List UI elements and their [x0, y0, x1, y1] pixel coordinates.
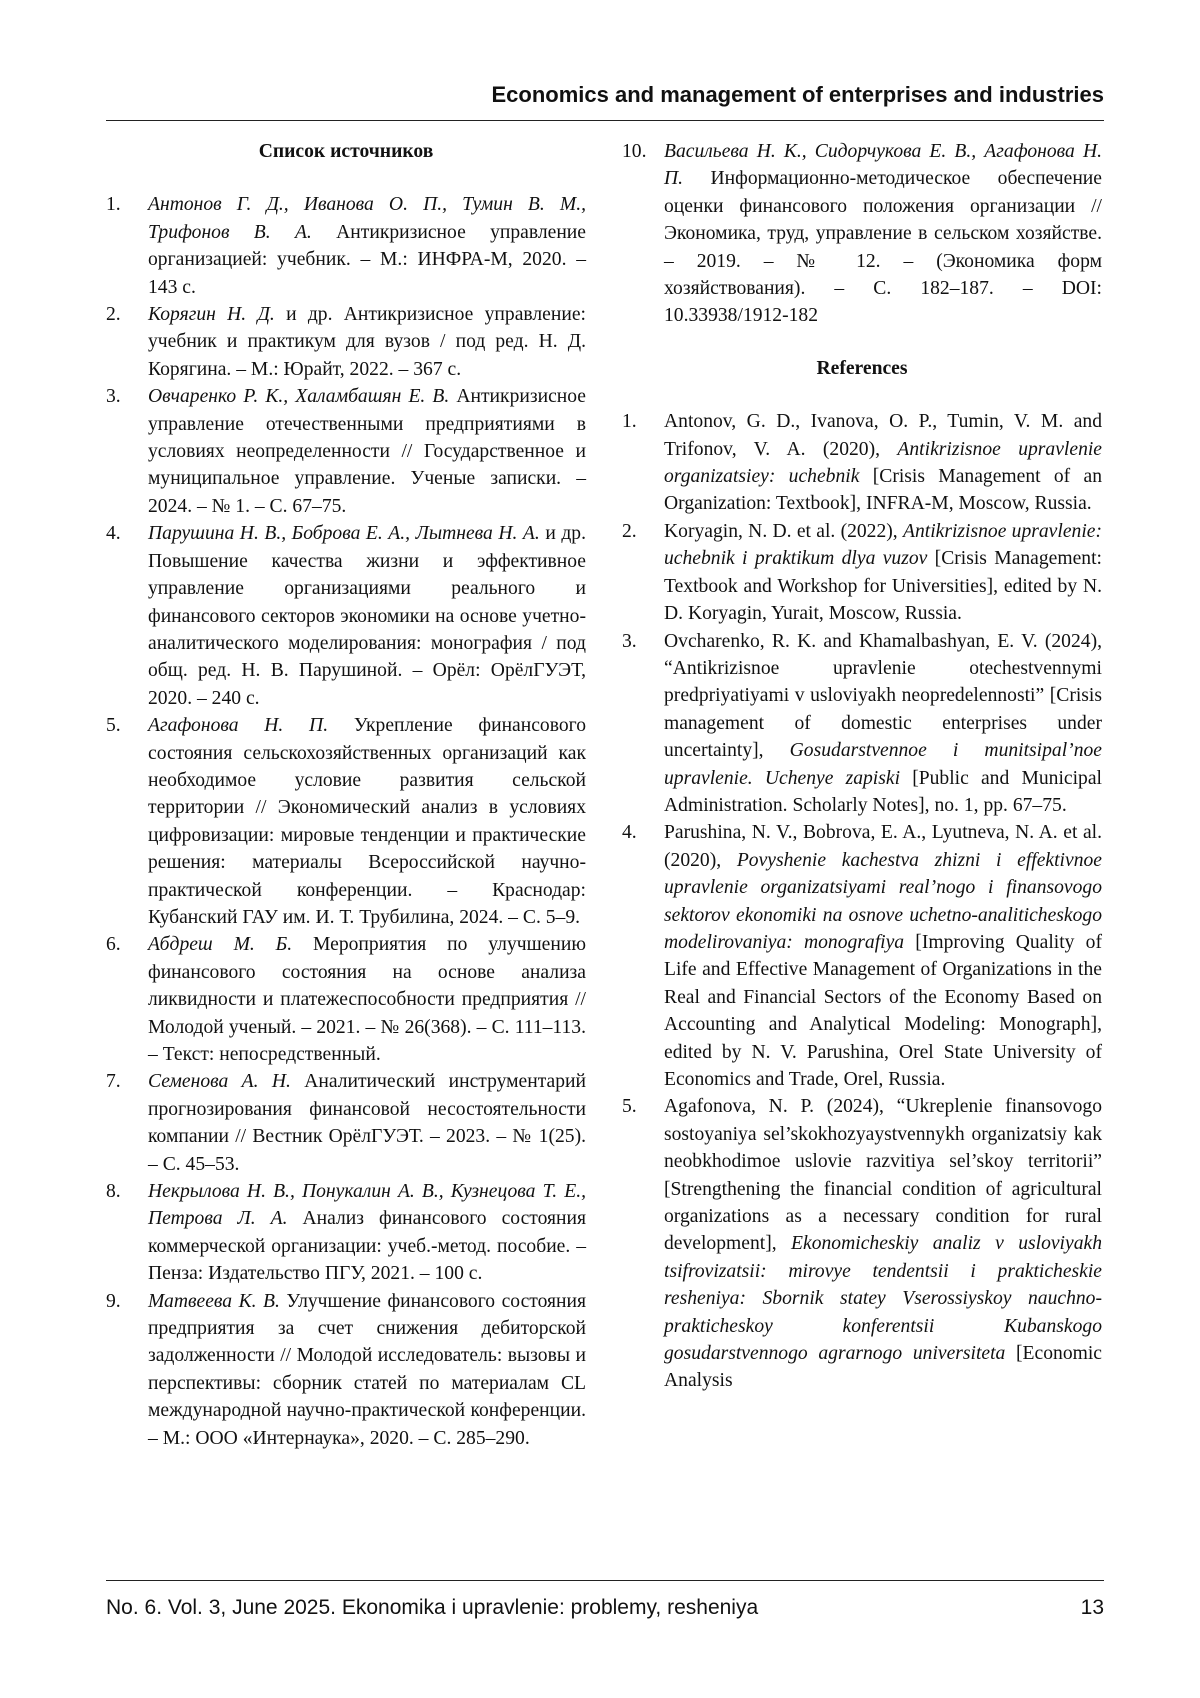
source-authors: Агафонова Н. П.: [148, 715, 329, 737]
reference-number: 3.: [622, 630, 637, 652]
source-number: 2.: [106, 304, 121, 326]
source-item: [106, 1068, 586, 1178]
reference-title: Antikrizisnoe upravlenie: uchebnik i praktikum dlya vuzov: [664, 520, 1102, 570]
source-item: [106, 712, 586, 931]
footer-journal-info: No. 6. Vol. 3, June 2025. Ekonomika i upravlenie: problemy, resheniya: [106, 1596, 759, 1619]
reference-text: Agafonova, N. P. (2024), “Ukreplenie finansovogo sostoyaniya sel’skokhozyaystvennykh organizatsiy kak neobkhodimoe uslovie razvitiya sel’skoy territorii” [Strengthening the financial condition of agricultural organizations as a necessary condition for rural development],: [664, 1096, 1102, 1255]
source-text: Аналитический инструментарий прогнозирования финансовой несостоятельности компании // Вестник ОрёлГУЭТ. – 2023. – № 1(25). – С. 45–53.: [148, 1071, 586, 1175]
reference-item: [622, 819, 1102, 1093]
source-number: 9.: [106, 1290, 121, 1312]
reference-text: Koryagin, N. D. et al. (2022),: [664, 520, 903, 542]
source-text: Антикризисное управление организацией: учебник. – М.: ИНФРА-М, 2020. – 143 с.: [148, 221, 586, 298]
reference-text: [Crisis Management of an Organization: Textbook], INFRA-M, Moscow, Russia.: [664, 466, 1102, 515]
sources-heading: Список источников: [258, 141, 434, 162]
right-column: [622, 138, 1102, 1395]
running-header-title: Economics and management of enterprises and industries: [491, 82, 1104, 107]
source-authors: Овчаренко Р. К., Халамбашян Е. В.: [148, 386, 450, 408]
reference-text: Ovcharenko, R. K. and Khamalbashyan, E. V. (2024), “Antikrizisnoe upravlenie otechestvennymi predpriyatiyami v usloviyakh neopredelennosti” [Crisis management of domestic enterprises under uncertainty],: [664, 630, 1102, 762]
reference-text: [Crisis Management: Textbook and Workshop for Universities], edited by N. D. Koryagin, Yurait, Moscow, Russia.: [664, 548, 1102, 625]
reference-item: [622, 518, 1102, 628]
source-item: [106, 383, 586, 520]
source-number: 6.: [106, 934, 121, 956]
source-item: [622, 138, 1102, 330]
source-text: Улучшение финансового состояния предприятия за счет снижения дебиторской задолженности // Молодой исследователь: вызовы и перспективы: сборник статей по материалам CL международной научно-практической конференции. – М.: ООО «Интернаука», 2020. – С. 285–290.: [148, 1290, 586, 1449]
source-number: 7.: [106, 1071, 121, 1093]
reference-number: 1.: [622, 411, 637, 433]
reference-item: [622, 628, 1102, 820]
source-authors: Семенова А. Н.: [148, 1071, 291, 1093]
reference-title: Povyshenie kachestva zhizni i effektivnoe upravlenie organizatsiyami real’nogo i finansovogo sektorov ekonomiki na osnove uchetno-analiticheskogo modelirovaniya: monografiya: [664, 849, 1102, 953]
source-text: Информационно-методическое обеспечение оценки финансового положения организации // Экономика, труд, управление в сельском хозяйстве. – 2019. – № 12. – (Экономика форм хозяйствования). – С. 182–187. – DOI: 10.33938/1912-182: [664, 168, 1102, 327]
reference-title: Ekonomicheskiy analiz v usloviyakh tsifrovizatsii: mirovye tendentsii i prakticheskie resheniya: Sbornik statey Vserossiyskoy nauchno-prakticheskoy konferentsii Kubanskogo gosudarstvennogo agrarnogo universiteta: [664, 1233, 1102, 1365]
source-authors: Парушина Н. В., Боброва Е. А., Лытнева Н. А.: [148, 523, 540, 545]
source-text: и др. Повышение качества жизни и эффективное управление организациями реального и финансового секторов экономики на основе учетно-аналитического моделирования: монография / под общ. ред. Н. В. Парушиной. – Орёл: ОрёлГУЭТ, 2020. – 240 с.: [148, 523, 587, 709]
references-list: [622, 408, 1102, 1395]
source-number: 5.: [106, 715, 121, 737]
reference-item: [622, 1093, 1102, 1394]
source-number: 4.: [106, 523, 121, 545]
reference-title: Antikrizisnoe upravlenie organizatsiey: uchebnik: [664, 438, 1103, 488]
source-authors: Абдреш М. Б.: [148, 934, 293, 956]
source-authors: Антонов Г. Д., Иванова О. П., Тумин В. М., Трифонов В. А.: [148, 194, 586, 243]
source-authors: Корягин Н. Д.: [148, 304, 275, 326]
sources-list-continued: [622, 138, 1102, 330]
source-text: и др. Антикризисное управление: учебник и практикум для вузов / под ред. Н. Д. Корягина. – М.: Юрайт, 2022. – 367 с.: [148, 304, 586, 380]
source-text: Антикризисное управление отечественными предприятиями в условиях неопределенности // Государственное и муниципальное управление. Ученые записки. – 2024. – № 1. – С. 67–75.: [148, 386, 586, 517]
source-authors: Матвеева К. В.: [148, 1290, 280, 1312]
source-number: 8.: [106, 1181, 121, 1203]
reference-number: 2.: [622, 520, 637, 542]
reference-text: [Economic Analysis: [664, 1343, 1102, 1392]
source-item: [106, 520, 586, 712]
source-number: 10.: [622, 141, 647, 162]
reference-item: [622, 408, 1102, 518]
source-text: Анализ финансового состояния коммерческой организации: учеб.-метод. пособие. – Пенза: Издательство ПГУ, 2021. – 100 с.: [148, 1208, 586, 1285]
source-item: [106, 1288, 586, 1452]
references-heading: References: [816, 357, 908, 379]
source-item: [106, 931, 586, 1068]
source-number: 3.: [106, 386, 121, 408]
source-item: [106, 1178, 586, 1288]
reference-text: Parushina, N. V., Bobrova, E. A., Lyutneva, N. A. et al. (2020),: [664, 822, 1102, 871]
source-authors: Васильева Н. К., Сидорчукова Е. В., Агафонова Н. П.: [664, 141, 1102, 190]
reference-text: [Improving Quality of Life and Effective Management of Organizations in the Real and Financial Sectors of the Economy Based on Accounting and Analytical Modeling: Monograph], edited by N. V. Parushina, Orel State University of Economics and Trade, Orel, Russia.: [664, 931, 1102, 1090]
header-rule: [106, 120, 1104, 121]
sources-list: [106, 191, 586, 1452]
reference-number: 4.: [622, 822, 637, 844]
page-number: 13: [1080, 1596, 1104, 1619]
source-item: [106, 191, 586, 301]
reference-number: 5.: [622, 1096, 637, 1118]
reference-text: Antonov, G. D., Ivanova, O. P., Tumin, V. M. and Trifonov, V. A. (2020),: [664, 411, 1102, 460]
source-text: Укрепление финансового состояния сельскохозяйственных организаций как необходимое условие развития сельской территории // Экономический анализ в условиях цифровизации: мировые тенденции и практические решения: материалы Всероссийской научно-практической конференции. – Краснодар: Кубанский ГАУ им. И. Т. Трубилина, 2024. – С. 5–9.: [148, 715, 586, 928]
reference-title: Gosudarstvennoe i munitsipal’noe upravlenie. Uchenye zapiski: [664, 740, 1102, 789]
source-authors: Некрылова Н. В., Понукалин А. В., Кузнецова Т. Е., Петрова Л. А.: [148, 1181, 586, 1230]
source-text: Мероприятия по улучшению финансового состояния на основе анализа ликвидности и платежеспособности предприятия // Молодой ученый. – 2021. – № 26(368). – С. 111–113. – Текст: непосредственный.: [148, 934, 586, 1065]
source-number: 1.: [106, 194, 121, 216]
left-column: [106, 138, 586, 1452]
reference-text: [Public and Municipal Administration. Scholarly Notes], no. 1, pp. 67–75.: [664, 767, 1102, 816]
footer-rule: [106, 1580, 1104, 1581]
source-item: [106, 301, 586, 383]
